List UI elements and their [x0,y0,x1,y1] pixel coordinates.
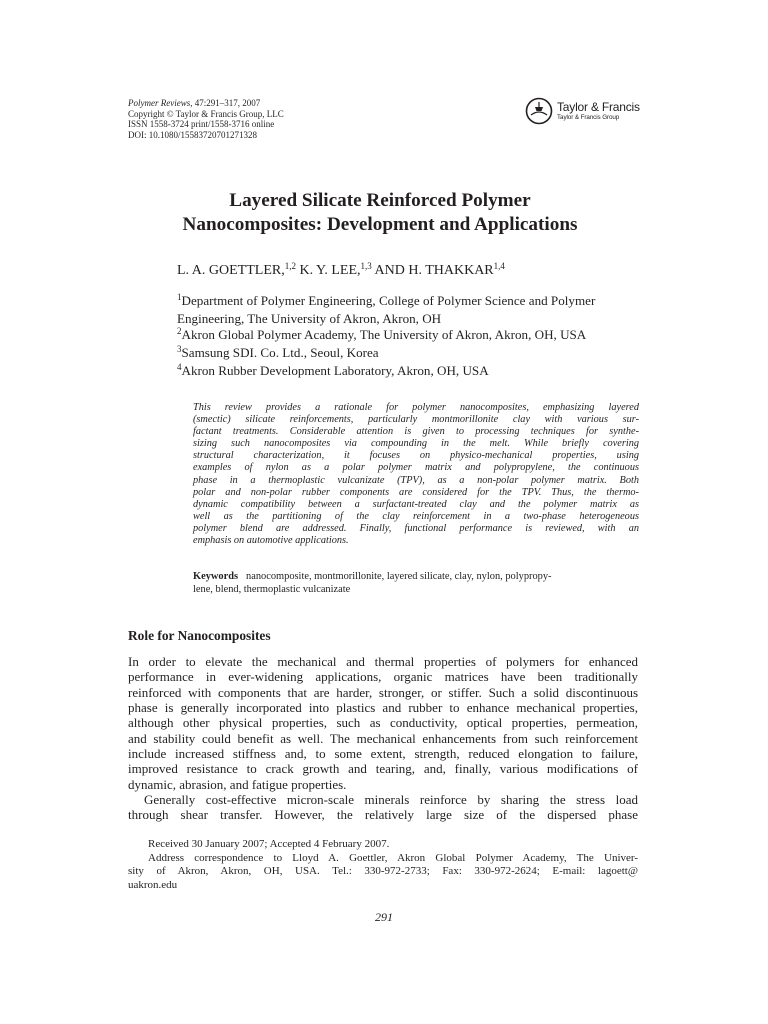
correspondence-line: sity of Akron, Akron, OH, USA. Tel.: 330-972-2733; Fax: 330-972-2624; E-mail: lagoett@ [128,865,638,878]
author-name: AND H. THAKKAR [371,263,494,278]
author-list [177,263,505,279]
publisher-emblem-icon [524,96,554,126]
affiliation-line [177,345,647,363]
affiliation-line [177,293,647,311]
abstract-line: (smectic) silicate reinforcements, particularly montmorillonite clay with various sur- [193,414,639,426]
body-paragraphs [128,654,638,823]
journal-citation [128,98,284,109]
footnote [128,838,638,892]
body-line: improved resistance to crack growth and tearing, and, finally, various modifications of [128,761,638,777]
keywords-text: nanocomposite, montmorillonite, layered silicate, clay, nylon, polypropy- [246,571,552,582]
body-line: dynamic, abrasion, and fatigue properties. [128,776,347,792]
publisher-group: Taylor & Francis Group [557,113,620,121]
abstract-line: sizing such nanocomposites via compounding in the melt. While briefly covering [193,438,639,450]
body-line: performance in ever-widening applications, organic matrices have been traditionally [128,669,638,685]
body-line: through shear transfer. However, the relatively large size of the dispersed phase [128,807,638,823]
body-line: Generally cost-effective micron-scale minerals reinforce by sharing the stress load [144,792,638,808]
copyright-line: Copyright © Taylor & Francis Group, LLC [128,108,284,119]
body-line: include increased stiffness and, to some extent, strength, reduced elongation to failure, [128,746,638,762]
abstract [193,402,639,547]
body-line: phase is generally incorporated into plastics and rubber to enhance mechanical properties, [128,700,638,716]
affiliation-text: Akron Rubber Development Laboratory, Akron, OH, USA [181,362,489,378]
affiliation-number: 1 [177,292,182,302]
keywords-label: Keywords [193,571,239,582]
author-affiliation-marker: 1,4 [493,261,505,271]
abstract-line: phase in a thermoplastic vulcanizate (TPV), as a non-polar polymer matrix. Both [193,474,639,486]
body-line: reinforced with components that are harder, stronger, or stiffer. Such a solid discontinuous [128,684,638,700]
abstract-line: examples of nylon as a polar polymer matrix and polypropylene, the continuous [193,462,639,474]
author-name: K. Y. LEE, [295,263,361,278]
author-name: L. A. GOETTLER, [177,263,285,278]
abstract-line: emphasis on automotive applications. [193,535,349,547]
affiliation-line [177,327,647,345]
issn-line: ISSN 1558-3724 print/1558-3716 online [128,119,275,130]
received-date: Received 30 January 2007; Accepted 4 February 2007. [148,838,390,850]
body-line: and stability could benefit as well. The mechanical enhancements from such reinforcement [128,730,638,746]
journal-volume-pages: , 47:291–317, 2007 [190,98,261,108]
body-line: although other physical properties, such as conductivity, optical properties, permeation, [128,715,638,731]
title-line: Layered Silicate Reinforced Polymer [229,190,531,211]
publisher-name: Taylor & Francis [557,99,640,114]
section-heading: Role for Nanocomposites [128,628,271,643]
correspondence-line: Address correspondence to Lloyd A. Goettler, Akron Global Polymer Academy, The Univer- [148,851,638,864]
journal-metadata [128,98,284,140]
body-line: In order to elevate the mechanical and thermal properties of polymers for enhanced [128,654,638,669]
page-number: 291 [375,910,393,924]
keywords [193,571,639,596]
publisher-logo [524,96,640,126]
correspondence-line: uakron.edu [128,878,178,891]
keywords-text: lene, blend, thermoplastic vulcanizate [193,583,351,595]
abstract-line: dynamic compatibility between a surfactant-treated clay and the polymer matrix as [193,498,639,510]
abstract-line: well as the partitioning of the clay reinforcement in a two-phase heterogeneous [193,510,639,522]
abstract-line: factant treatments. Considerable attention is given to processing techniques for synthe- [193,426,639,438]
keywords-line [193,571,639,584]
affiliation-text: Samsung SDI. Co. Ltd., Seoul, Korea [181,345,379,361]
abstract-line: structural characterization, it focuses on physico-mechanical properties, using [193,450,639,462]
affiliation-text: Akron Global Polymer Academy, The University of Akron, Akron, OH, USA [181,327,587,343]
article-title [80,189,680,236]
abstract-line: polymer blend are addressed. Finally, functional performance is reviewed, with an [193,522,639,534]
journal-name: Polymer Reviews [128,98,191,108]
affiliation-number: 4 [177,361,182,372]
affiliation-line [177,363,647,381]
affiliation-number: 2 [177,326,182,337]
abstract-line: polar and non-polar rubber components are considered for the TPV. Thus, the thermo- [193,486,639,498]
affiliation-text: Engineering, The University of Akron, Akron, OH [177,310,442,326]
author-affiliation-marker: 1,2 [284,261,296,271]
affiliation-number: 3 [177,344,182,355]
author-affiliation-marker: 1,3 [360,261,372,271]
affiliation-text: Department of Polymer Engineering, College of Polymer Science and Polymer [181,293,596,308]
title-line: Nanocomposites: Development and Applications [182,213,578,235]
abstract-line: This review provides a rationale for polymer nanocomposites, emphasizing layered [193,402,639,413]
affiliation-line [177,311,647,328]
doi-line: DOI: 10.1080/15583720701271328 [128,129,257,140]
affiliation-list [177,293,647,381]
